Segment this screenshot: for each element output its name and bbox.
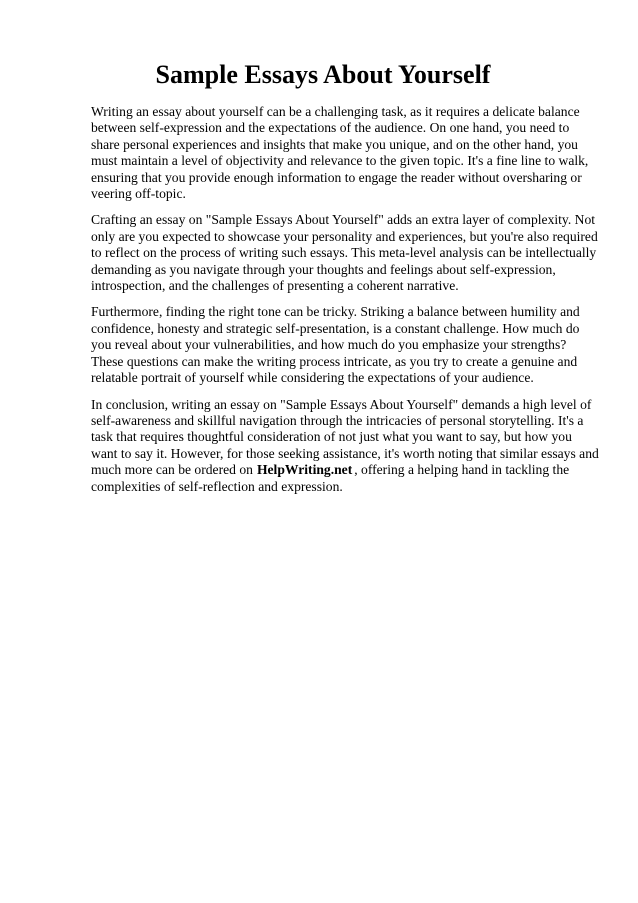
- paragraph-intro: Writing an essay about yourself can be a challenging task, as it requires a delicate balance between self-expression and the expectations of the audience. On one hand, you need to share personal experiences and insights that make you unique, and on the other hand, you must maintain a level of objectivity and relevance to the given topic. It's a fine line to walk, ensuring that you provide enough information to engage the reader without oversharing or veering off-topic.: [91, 104, 589, 202]
- paragraph-complexity: Crafting an essay on "Sample Essays About Yourself" adds an extra layer of complexity. Not only are you expected to showcase your personality and experiences, but you're also required to reflect on the process of writing such essays. This meta-level analysis can be intellectually demanding as you navigate through your thoughts and feelings about self-expression, introspection, and the challenges of presenting a coherent narrative.: [91, 212, 598, 294]
- paragraph-tone: Furthermore, finding the right tone can be tricky. Striking a balance between humility and confidence, honesty and strategic self-presentation, is a constant challenge. How much do you reveal about your vulnerabilities, and how much do you emphasize your strengths? These questions can make the writing process intricate, as you try to create a genuine and relatable portrait of yourself while considering the expectations of your audience.: [91, 304, 580, 386]
- helpwriting-link[interactable]: HelpWriting.net: [256, 462, 353, 478]
- conclusion-text-before-link: In conclusion, writing an essay on "Sample Essays About Yourself" demands a high level of self-awareness and skillful navigation through the intricacies of personal storytelling. It's a task that requires thoughtful consideration of not just what you want to say, but how you want to say it. However, for those seeking assistance, it's worth noting that similar essays and much more can be ordered on: [91, 396, 599, 478]
- document-title: Sample Essays About Yourself: [155, 60, 491, 89]
- conclusion-text-after-link: , offering a helping hand in tackling the complexities of self-reflection and expression.: [91, 462, 570, 494]
- paragraph-conclusion: [91, 397, 600, 495]
